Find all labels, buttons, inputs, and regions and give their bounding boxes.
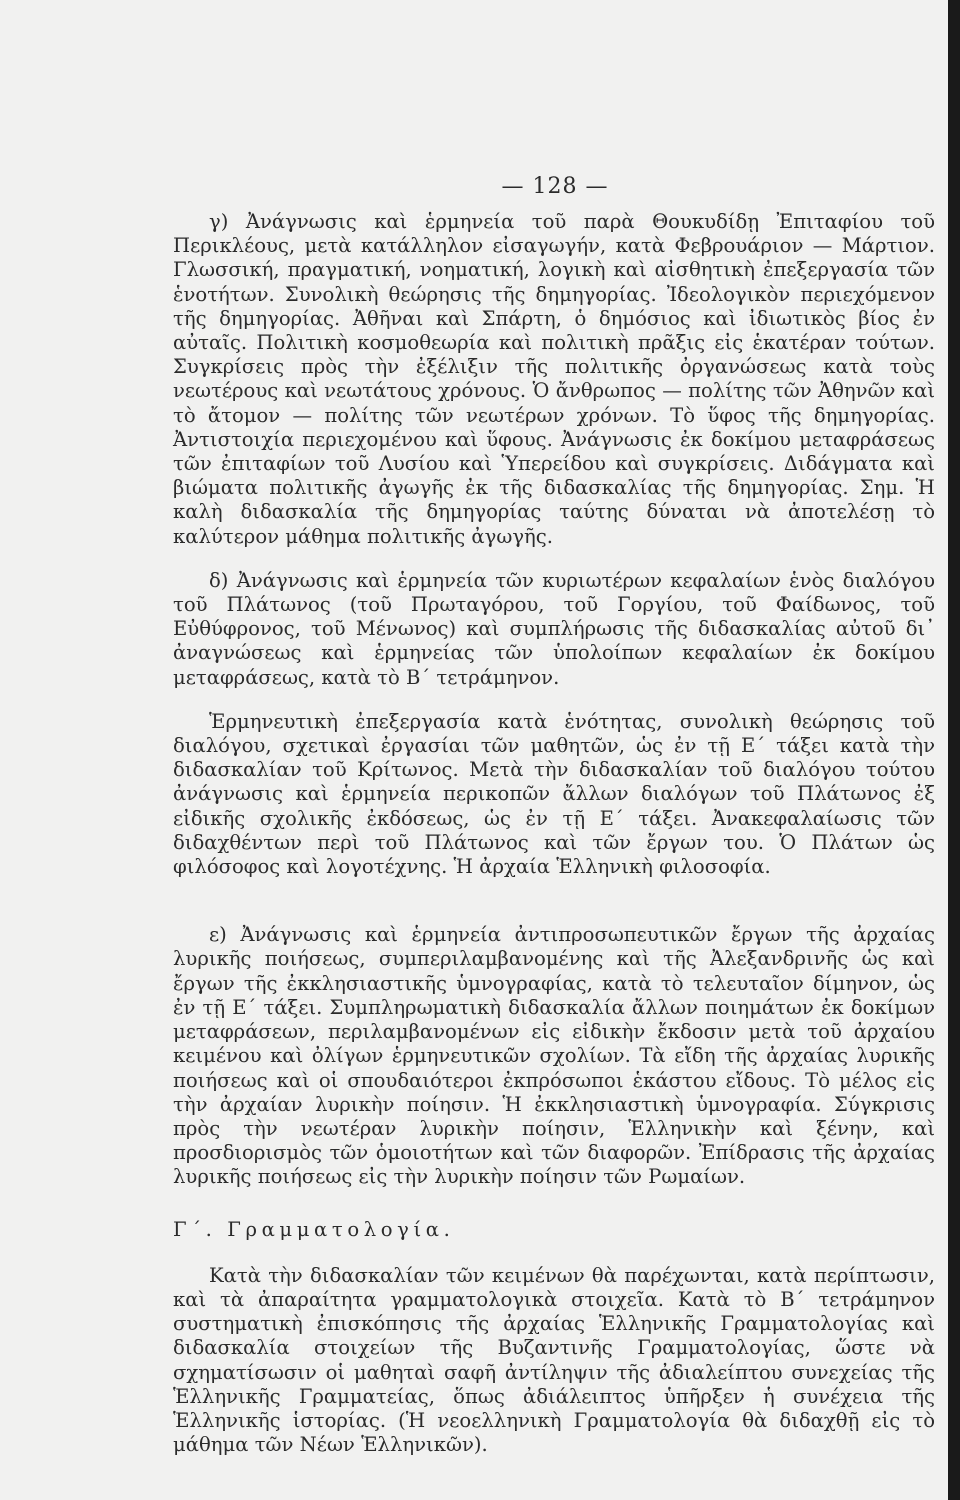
- page-number: — 128 —: [501, 174, 609, 199]
- paragraph-epsilon: ε) Ἀνάγνωσις καὶ ἑρμηνεία ἀντιπροσωπευτικῶν ἔργων τῆς ἀρχαίας λυρικῆς ποιήσεως, συμπεριλαμβανομένης καὶ τῆς Ἀλεξανδρινῆς ὡς καὶ ἔργων τῆς ἐκκλησιαστικῆς ὑμνογραφίας, κατὰ τὸ τελευταῖον δίμηνον, ὡς ἐν τῇ Ε΄ τάξει. Συμπληρωματικὴ διδασκαλία ἄλλων ποιημάτων ἐκ δοκίμων μεταφράσεων, περιλαμβανομένων εἰς εἰδικὴν ἔκδοσιν μετὰ τοῦ ἀρχαίου κειμένου καὶ ὀλίγων ἑρμηνευτικῶν σχολίων. Τὰ εἴδη τῆς ἀρχαίας λυρικῆς ποιήσεως καὶ οἱ σπουδαιότεροι ἐκπρόσωποι ἑκάστου εἴδους. Τὸ μέλος εἰς τὴν ἀρχαίαν λυρικὴν ποίησιν. Ἡ ἐκκλησιαστικὴ ὑμνογραφία. Σύγκρισις πρὸς τὴν νεωτέραν λυρικὴν ποίησιν, Ἑλληνικὴν καὶ ξένην, καὶ προσδιορισμὸς τῶν ὁμοιοτήτων καὶ τῶν διαφορῶν. Ἐπίδρασις τῆς ἀρχαίας λυρικῆς ποιήσεως εἰς τὴν λυρικὴν ποίησιν τῶν Ρωμαίων.: [173, 923, 935, 1189]
- paragraph-delta: δ) Ἀνάγνωσις καὶ ἑρμηνεία τῶν κυριωτέρων κεφαλαίων ἑνὸς διαλόγου τοῦ Πλάτωνος (τοῦ Πρωταγόρου, τοῦ Γοργίου, τοῦ Φαίδωνος, τοῦ Εὐθύφρονος, τοῦ Μένωνος) καὶ συμπλήρωσις τῆς διδασκαλίας αὐτοῦ δι᾿ ἀναγνώσεως καὶ ἑρμηνείας τῶν ὑπολοίπων κεφαλαίων ἐκ δοκίμου μεταφράσεως, κατὰ τὸ Β΄ τετράμηνον.: [173, 568, 935, 689]
- section-heading-grammatologia: Γ΄. Γραμματολογία.: [173, 1217, 455, 1241]
- paragraph-grammatologia: Κατὰ τὴν διδασκαλίαν τῶν κειμένων θὰ παρέχωνται, κατὰ περίπτωσιν, καὶ τὰ ἀπαραίτητα γραμματολογικὰ στοιχεῖα. Κατὰ τὸ Β΄ τετράμηνον συστηματικὴ ἐπισκόπησις τῆς ἀρχαίας Ἑλληνικῆς Γραμματολογίας καὶ διδασκαλία στοιχείων τῆς Βυζαντινῆς Γραμματολογίας, ὥστε νὰ σχηματίσωσιν οἱ μαθηταὶ σαφῆ ἀντίληψιν τῆς ἀδιαλείπτου συνεχείας τῆς Ἑλληνικῆς Γραμματείας, ὅπως ἀδιάλειπτος ὑπῆρξεν ἡ συνέχεια τῆς Ἑλληνικῆς ἱστορίας. (Ἡ νεοελληνικὴ Γραμματολογία θὰ διδαχθῇ εἰς τὸ μάθημα τῶν Νέων Ἑλληνικῶν).: [173, 1263, 935, 1457]
- page-body: [173, 210, 935, 1457]
- paragraph-hermeneutic: Ἑρμηνευτικὴ ἐπεξεργασία κατὰ ἑνότητας, συνολικὴ θεώρησις τοῦ διαλόγου, σχετικαὶ ἐργασίαι τῶν μαθητῶν, ὡς ἐν τῇ Ε΄ τάξει κατὰ τὴν διδασκαλίαν τοῦ Κρίτωνος. Μετὰ τὴν διδασκαλίαν τοῦ διαλόγου τούτου ἀνάγνωσις καὶ ἑρμηνεία περικοπῶν ἄλλων διαλόγων τοῦ Πλάτωνος ἐξ εἰδικῆς σχολικῆς ἐκδόσεως, ὡς ἐν τῇ Ε΄ τάξει. Ἀνακεφαλαίωσις τῶν διδαχθέντων περὶ τοῦ Πλάτωνος καὶ τῶν ἔργων του. Ὁ Πλάτων ὡς φιλόσοφος καὶ λογοτέχνης. Ἡ ἀρχαία Ἑλληνικὴ φιλοσοφία.: [173, 709, 935, 879]
- paragraph-gamma: γ) Ἀνάγνωσις καὶ ἑρμηνεία τοῦ παρὰ Θουκυδίδῃ Ἐπιταφίου τοῦ Περικλέους, μετὰ κατάλληλον εἰσαγωγήν, κατὰ Φεβρουάριον — Μάρτιον. Γλωσσική, πραγματική, νοηματική, λογικὴ καὶ αἰσθητικὴ ἐπεξεργασία τῶν ἑνοτήτων. Συνολικὴ θεώρησις τῆς δημηγορίας. Ἰδεολογικὸν περιεχόμενον τῆς δημηγορίας. Ἀθῆναι καὶ Σπάρτη, ὁ δημόσιος καὶ ἰδιωτικὸς βίος ἐν αὐταῖς. Πολιτικὴ κοσμοθεωρία καὶ πολιτικὴ πρᾶξις εἰς ἑκατέραν τούτων. Συγκρίσεις πρὸς τὴν ἐξέλιξιν τῆς πολιτικῆς ὀργανώσεως κατὰ τοὺς νεωτέρους καὶ νεωτάτους χρόνους. Ὁ ἄνθρωπος — πολίτης τῶν Ἀθηνῶν καὶ τὸ ἄτομον — πολίτης τῶν νεωτέρων χρόνων. Τὸ ὕφος τῆς δημηγορίας. Ἀντιστοιχία περιεχομένου καὶ ὕφους. Ἀνάγνωσις ἐκ δοκίμου μεταφράσεως τῶν ἐπιταφίων τοῦ Λυσίου καὶ Ὑπερείδου καὶ συγκρίσεις. Διδάγματα καὶ βιώματα πολιτικῆς ἀγωγῆς ἐκ τῆς διδασκαλίας τῆς δημηγορίας. Σημ. Ἡ καλὴ διδασκαλία τῆς δημηγορίας ταύτης δύναται νὰ ἀποτελέσῃ τὸ καλύτερον μάθημα πολιτικῆς ἀγωγῆς.: [173, 210, 935, 548]
- scan-edge: [948, 0, 960, 1500]
